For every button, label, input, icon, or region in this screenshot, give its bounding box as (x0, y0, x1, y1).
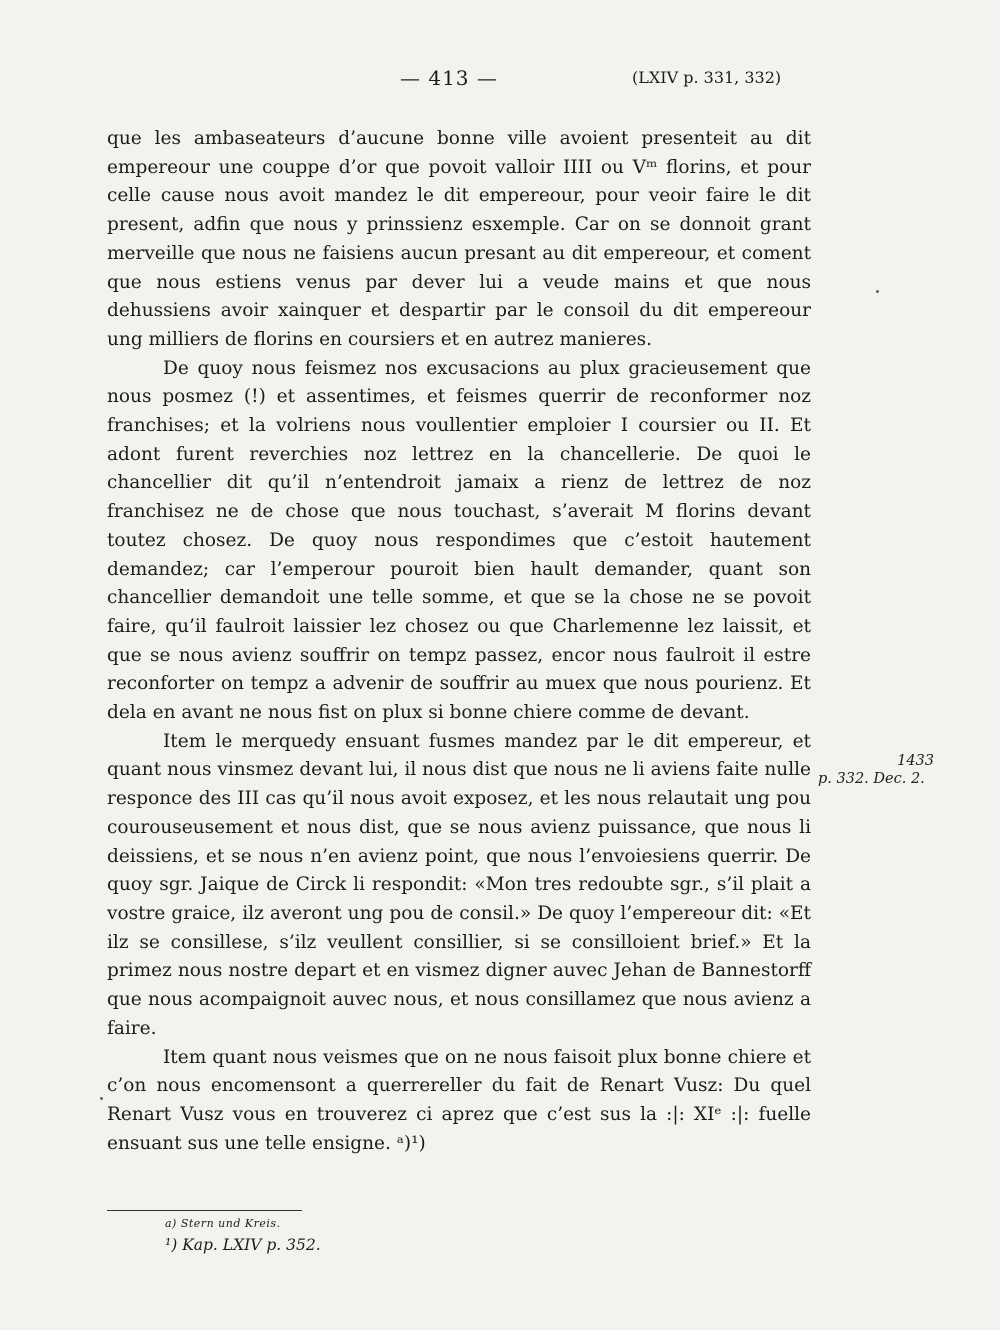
paragraph-4: Item quant nous veismes que on ne nous faisoit plux bonne chiere et c’on nous encomensont a querrereller du fait de Renart Vusz: Du quel Renart Vusz vous en trouverez ci aprez que c’est sus la :|: XIᵉ :|: fuelle ensuant sus une telle ensigne. ᵃ)¹) (107, 1046, 811, 1154)
margin-year: 1433 (897, 753, 934, 769)
footnote-rule (107, 1210, 302, 1211)
paragraph-3: Item le merquedy ensuant fusmes mandez par le dit empereur, et quant nous vinsmez devant lui, il nous dist que nous ne li aviens faite nulle responce des III cas qu’il nous avoit exposez, et les nous relautait ung pou courouseusement et nous dist, que se nous avienz puissance, que nous li deissiens, et se nous n’en avienz point, que nous l’envoiesiens querrir. De quoy sgr. Jaique de Circk li respondit: «Mon tres redoubte sgr., s’il plait a vostre graice, ilz averont ung pou de consil.» De quoy l’empereour dit: «Et ilz se consillese, s’ilz veullent consillier, si se consilloient brief.» Et la primez nous nostre depart et en vismez digner auvec Jehan de Bannestorff que nous acompaignoit auvec nous, et nous consillamez que nous avienz a faire. (107, 730, 811, 1039)
footnote-1: ¹) Kap. LXIV p. 352. (165, 1236, 321, 1254)
chapter-reference: (LXIV p. 331, 332) (632, 68, 782, 87)
margin-note (818, 752, 950, 788)
page-number: — 413 — (400, 66, 498, 90)
speck (100, 1097, 103, 1100)
speck (876, 290, 879, 293)
running-header (0, 66, 1000, 96)
margin-reference: p. 332. Dec. 2. (818, 771, 925, 787)
main-text (107, 125, 811, 1158)
paragraph-1: que les ambaseateurs d’aucune bonne ville avoient presenteit au dit empereour une couppe d’or que povoit valloir IIII ou Vᵐ florins, et pour celle cause nous avoit mandez le dit empereour, pour veoir faire le dit present, adfin que nous y prinssienz esxemple. Car on se donnoit grant merveille que nous ne faisiens aucun presant au dit empereour, et coment que nous estiens venus par dever lui a veude mains et que nous dehussiens avoir xainquer et despartir par le consoil du dit empereour ung milliers de florins en coursiers et en autrez manieres. (107, 128, 811, 350)
paragraph-2: De quoy nous feismez nos excusacions au plux gracieusement que nous posmez (!) et assentimes, et feismes querrir de reconformer noz franchises; et la volriens nous voullentier emploier I coursier ou II. Et adont furent reverchies noz lettrez en la chancellerie. De quoi le chancellier dit qu’il n’entendroit jamaix a rienz de lettrez de noz franchisez ne de chose que nous touchast, s’averait M florins devant toutez chosez. De quoy nous respondimes que c’estoit hautement demandez; car l’emperour pouroit bien hault demander, quant son chancellier demandoit une telle somme, et que se la chose ne se povoit faire, qu’il faulroit laissier lez chosez ou que Charlemenne lez laissit, et que se nous avienz souffrir on tempz passez, encor nous faulroit il estre reconforter on tempz a advenir de souffrir au muex que nous pourienz. Et dela en avant ne nous fist on plux si bonne chiere comme de devant. (107, 357, 811, 724)
footnote-a: a) Stern und Kreis. (165, 1217, 281, 1230)
